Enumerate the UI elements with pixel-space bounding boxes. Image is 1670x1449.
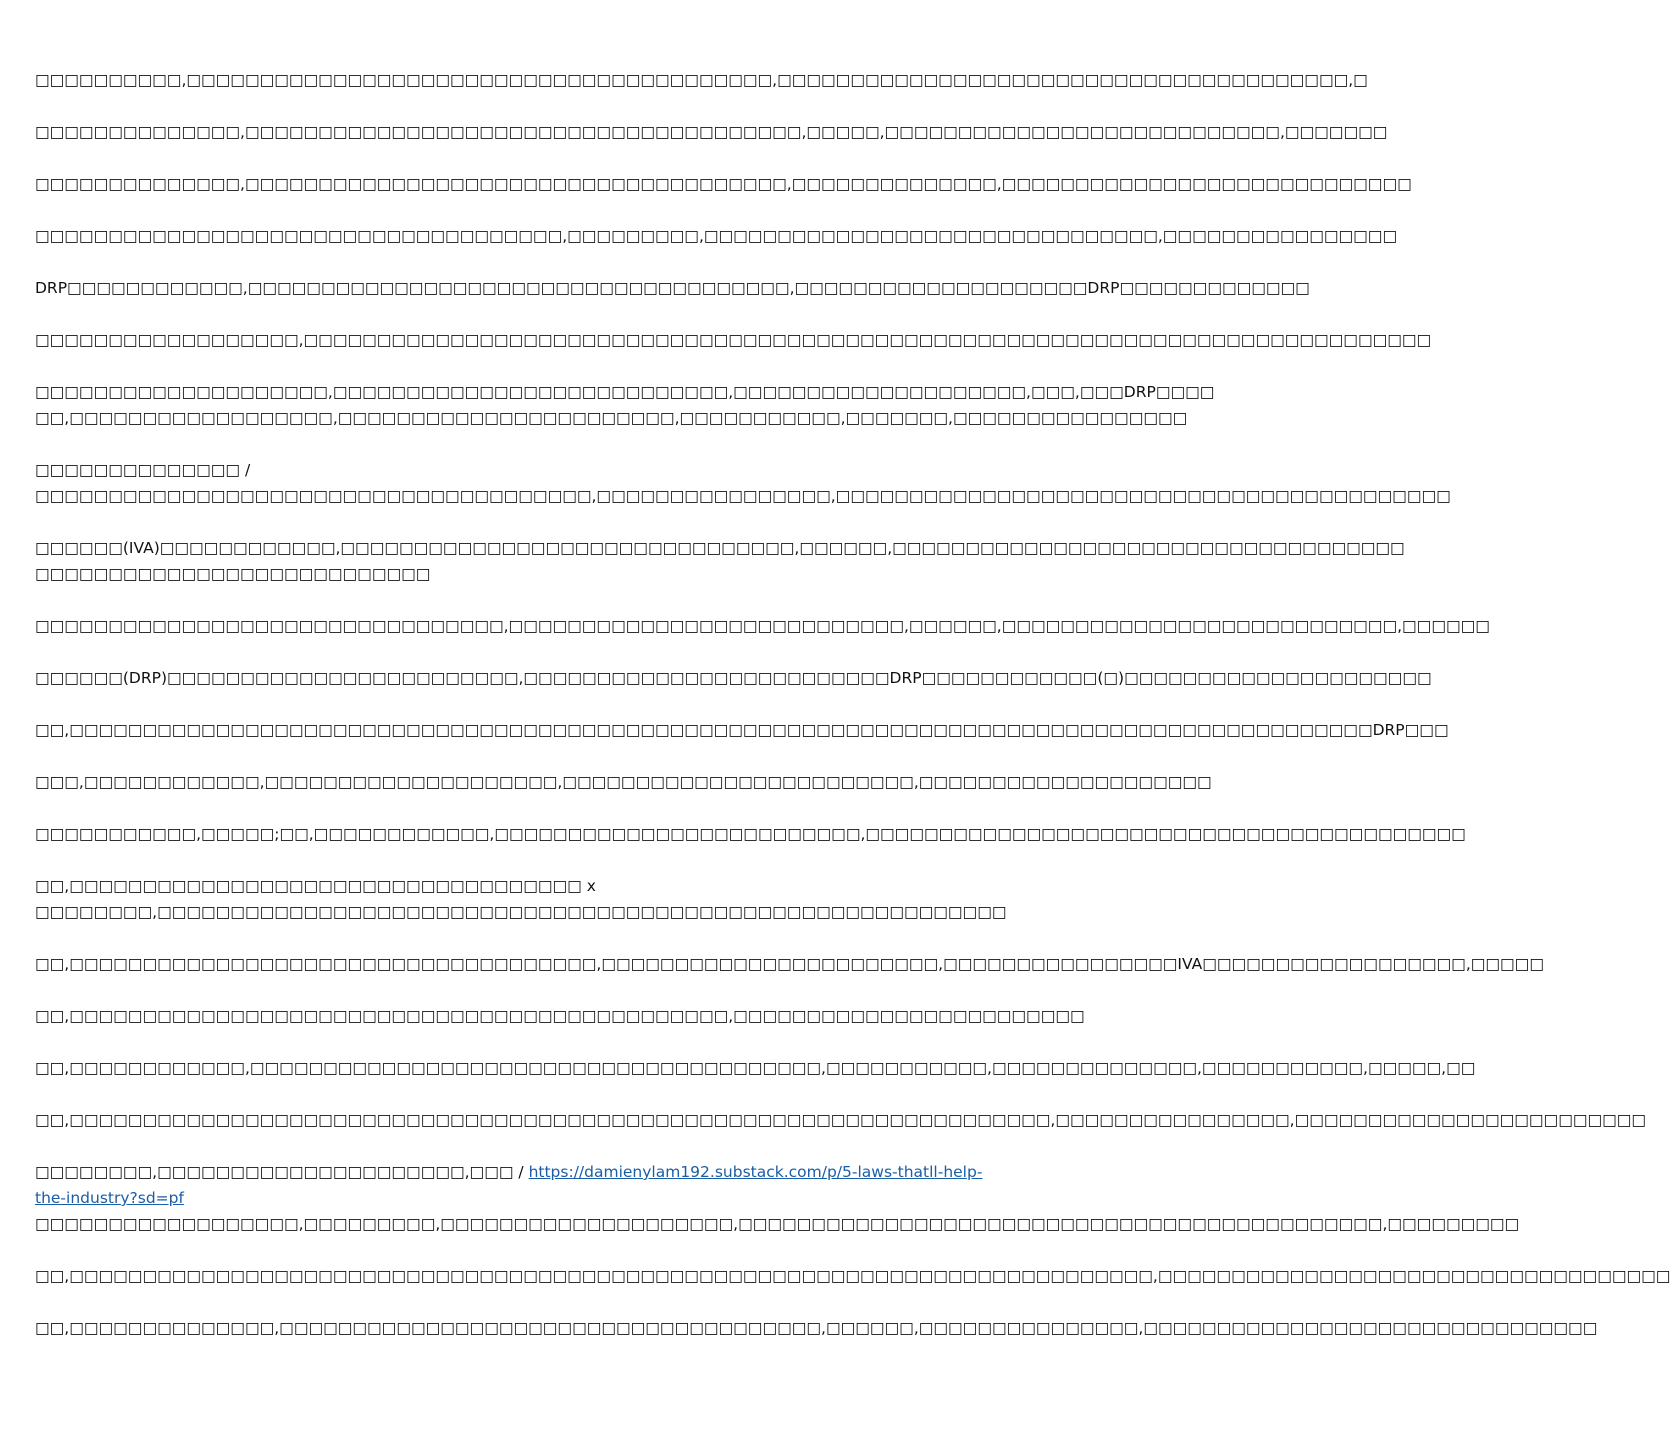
paragraph bbox=[35, 873, 1007, 925]
paragraph bbox=[35, 951, 1544, 977]
paragraph-line: □□□□□□□□□□□□□□□□□□□□□□□□□□□□□□□□□□□□,□□□□□□□□□,□□□□□□□□□□□□□□□□□□□□□□□□□□□□□□□,□□□□□□□□□□□□□□□□ bbox=[35, 227, 1398, 245]
link-paragraph-prefix: □□□□□□□□,□□□□□□□□□□□□□□□□□□□□□,□□□ / bbox=[35, 1163, 529, 1181]
paragraph-line: □□□□□□□□□□□□□□□□□□□□□□□□□□□□□□□□□□□□□□,□□□□□□□□□□□□□□□□,□□□□□□□□□□□□□□□□□□□□□□□□□□□□□□□□□□□□□□□□□□ bbox=[35, 487, 1451, 505]
paragraph-line: □□,□□□□□□□□□□□□□□,□□□□□□□□□□□□□□□□□□□□□□□□□□□□□□□□□□□□□,□□□□□□,□□□□□□□□□□□□□□□,□□□□□□□□□□□□□□□□□□□□□□□□□□□□□□□ bbox=[35, 1319, 1598, 1337]
paragraph-line: □□□□□□□□□□□□□□,□□□□□□□□□□□□□□□□□□□□□□□□□□□□□□□□□□□□□□,□□□□□,□□□□□□□□□□□□□□□□□□□□□□□□□□□,□□□□□□□ bbox=[35, 123, 1388, 141]
paragraph-line: □□□□□□□□□□□□□□ / bbox=[35, 461, 251, 479]
paragraph-line: □□□□□□(DRP)□□□□□□□□□□□□□□□□□□□□□□□□,□□□□□□□□□□□□□□□□□□□□□□□□□DRP□□□□□□□□□□□□(□)□□□□□□□□□□□□□□□□□□□□□ bbox=[35, 669, 1432, 687]
paragraph-line: □□,□□□□□□□□□□□□□□□□□□□□□□□□□□□□□□□□□□□□□□□□□□□□□,□□□□□□□□□□□□□□□□□□□□□□□□ bbox=[35, 1007, 1085, 1025]
paragraph bbox=[35, 1003, 1085, 1029]
paragraph-line: □□□□□□□□□□,□□□□□□□□□□□□□□□□□□□□□□□□□□□□□□□□□□□□□□□□,□□□□□□□□□□□□□□□□□□□□□□□□□□□□□□□□□□□□□□□,□ bbox=[35, 71, 1368, 89]
paragraph-line: □□□□□□□□□□□,□□□□□;□□,□□□□□□□□□□□□,□□□□□□□□□□□□□□□□□□□□□□□□□,□□□□□□□□□□□□□□□□□□□□□□□□□□□□□□□□□□□□□□□□□ bbox=[35, 825, 1466, 843]
paragraph bbox=[35, 821, 1466, 847]
paragraph bbox=[35, 665, 1432, 691]
paragraph bbox=[35, 171, 1412, 197]
paragraph-line: □□□□□□□□□□□□□□□□□□,□□□□□□□□□□□□□□□□□□□□□□□□□□□□□□□□□□□□□□□□□□□□□□□□□□□□□□□□□□□□□□□□□□□□□□□□□□□□□ bbox=[35, 331, 1432, 349]
paragraph-list bbox=[35, 67, 1647, 1133]
paragraph-line: □□□□□□□□□□□□□□,□□□□□□□□□□□□□□□□□□□□□□□□□□□□□□□□□□□□□,□□□□□□□□□□□□□□,□□□□□□□□□□□□□□□□□□□□□□□□□□□□ bbox=[35, 175, 1412, 193]
paragraph bbox=[35, 327, 1432, 353]
tail-paragraph-list bbox=[35, 1263, 1670, 1341]
paragraph bbox=[35, 717, 1449, 743]
link-paragraph-line: □□□□□□□□□□□□□□□□□□,□□□□□□□□□,□□□□□□□□□□□□□□□□□□□□,□□□□□□□□□□□□□□□□□□□□□□□□□□□□□□□□□□□□□□□□□□□□,□□□□□□□□□ bbox=[35, 1215, 1520, 1233]
paragraph bbox=[35, 1107, 1647, 1133]
paragraph-line: □□□□□□□□□□□□□□□□□□□□□□□□□□□□□□□□,□□□□□□□□□□□□□□□□□□□□□□□□□□□,□□□□□□,□□□□□□□□□□□□□□□□□□□□□□□□□□□,□□□□□□ bbox=[35, 617, 1490, 635]
paragraph bbox=[35, 1315, 1598, 1341]
paragraph bbox=[35, 457, 1451, 509]
paragraph bbox=[35, 67, 1368, 93]
paragraph-line: DRP□□□□□□□□□□□□,□□□□□□□□□□□□□□□□□□□□□□□□□□□□□□□□□□□□□,□□□□□□□□□□□□□□□□□□□□DRP□□□□□□□□□□□□□ bbox=[35, 279, 1310, 297]
paragraph-line: □□□□□□□□□□□□□□□□□□□□□□□□□□□ bbox=[35, 565, 431, 583]
paragraph bbox=[35, 1055, 1476, 1081]
paragraph-line: □□,□□□□□□□□□□□□□□□□□□□□□□□□□□□□□□□□□□□□□□□□□□□□□□□□□□□□□□□□□□□□□□□□□□□,□□□□□□□□□□□□□□□□,□□□□□□□□□□□□□□□□□□□□□□□□ bbox=[35, 1111, 1647, 1129]
paragraph bbox=[35, 119, 1388, 145]
paragraph bbox=[35, 769, 1212, 795]
paragraph bbox=[35, 275, 1310, 301]
paragraph-line: □□□□□□□□□□□□□□□□□□□□,□□□□□□□□□□□□□□□□□□□□□□□□□□□,□□□□□□□□□□□□□□□□□□□□,□□□,□□□DRP□□□□ bbox=[35, 383, 1215, 401]
paragraph bbox=[35, 613, 1490, 639]
paragraph bbox=[35, 1263, 1670, 1289]
paragraph-line: □□,□□□□□□□□□□□□□□□□□□,□□□□□□□□□□□□□□□□□□□□□□□,□□□□□□□□□□□,□□□□□□□,□□□□□□□□□□□□□□□□ bbox=[35, 409, 1188, 427]
paragraph-line: □□,□□□□□□□□□□□□□□□□□□□□□□□□□□□□□□□□□□□□□□□□□□□□□□□□□□□□□□□□□□□□□□□□□□□□□□□□□□□□□□□□□□□□□□□□□DRP□□□ bbox=[35, 721, 1449, 739]
paragraph-line: □□,□□□□□□□□□□□□□□□□□□□□□□□□□□□□□□□□□□□ x bbox=[35, 877, 596, 895]
paragraph bbox=[35, 535, 1405, 587]
paragraph bbox=[35, 223, 1398, 249]
document-body bbox=[35, 67, 1670, 1367]
paragraph-line: □□,□□□□□□□□□□□□,□□□□□□□□□□□□□□□□□□□□□□□□□□□□□□□□□□□□□□□,□□□□□□□□□□□,□□□□□□□□□□□□□□,□□□□□□□□□□□,□□□□□,□□ bbox=[35, 1059, 1476, 1077]
paragraph-line: □□,□□□□□□□□□□□□□□□□□□□□□□□□□□□□□□□□□□□□,□□□□□□□□□□□□□□□□□□□□□□□,□□□□□□□□□□□□□□□□IVA□□□□□□□□□□□□□□□□□□,□□□□□ bbox=[35, 955, 1544, 973]
paragraph-line: □□□□□□□□,□□□□□□□□□□□□□□□□□□□□□□□□□□□□□□□□□□□□□□□□□□□□□□□□□□□□□□□□□□ bbox=[35, 903, 1007, 921]
link-paragraph bbox=[35, 1159, 1520, 1237]
paragraph-line: □□□□□□(IVA)□□□□□□□□□□□□,□□□□□□□□□□□□□□□□□□□□□□□□□□□□□□□,□□□□□□,□□□□□□□□□□□□□□□□□□□□□□□□□□□□□□□□□□□ bbox=[35, 539, 1405, 557]
paragraph-line: □□□,□□□□□□□□□□□□,□□□□□□□□□□□□□□□□□□□□,□□□□□□□□□□□□□□□□□□□□□□□□,□□□□□□□□□□□□□□□□□□□□ bbox=[35, 773, 1212, 791]
paragraph bbox=[35, 379, 1215, 431]
substack-link[interactable]: https://damienylam192.substack.com/p/5-laws-thatll-help-the-industry?sd=pf bbox=[35, 1163, 983, 1207]
paragraph-line: □□,□□□□□□□□□□□□□□□□□□□□□□□□□□□□□□□□□□□□□□□□□□□□□□□□□□□□□□□□□□□□□□□□□□□□□□□□□□,□□□□□□□□□□□□□□□□□□□□□□□□□□□□□□□□□□□ bbox=[35, 1267, 1670, 1285]
